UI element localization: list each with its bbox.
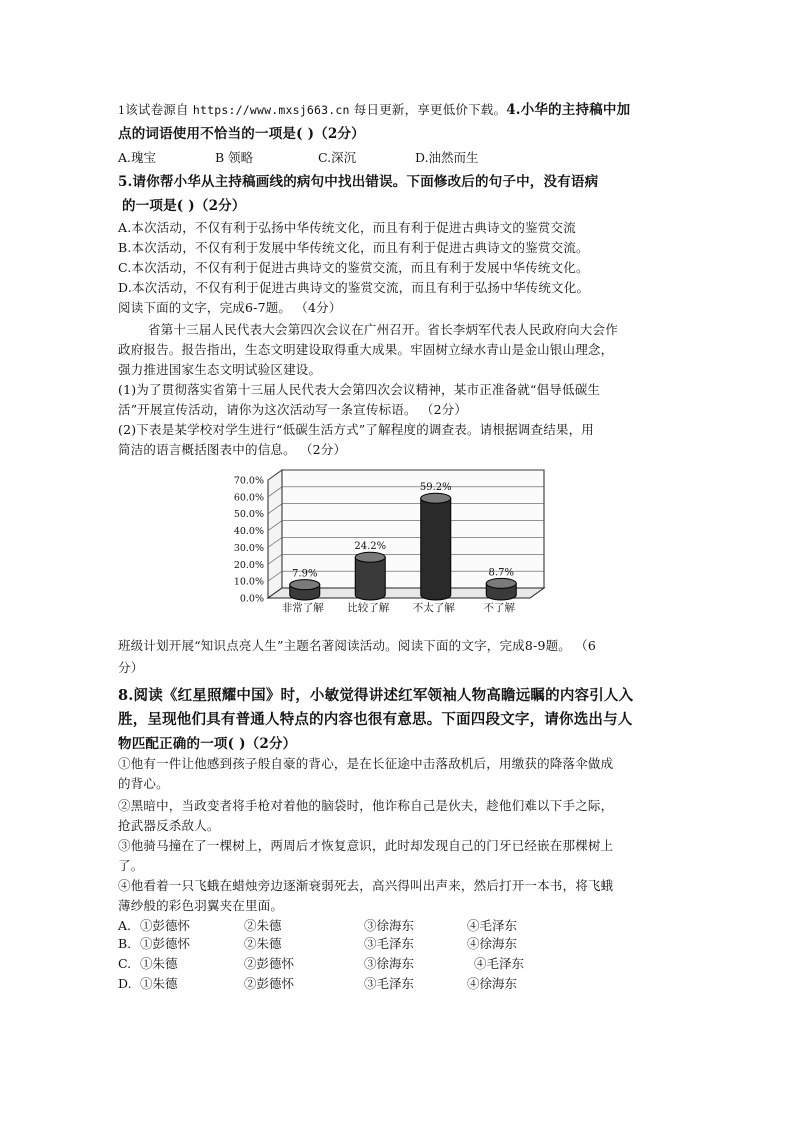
source-suffix: 每日更新，享更低价下载。 xyxy=(349,102,507,117)
q8-option-d-c1: ①朱德 xyxy=(140,976,178,991)
chart-data-label: 8.7% xyxy=(488,567,514,579)
chart-data-label: 24.2% xyxy=(354,541,387,553)
q8-option-c-c2: ②彭德怀 xyxy=(244,956,295,971)
q6-line-2: 活”开展宣传活动，请你为这次活动写一条宣传标语。 （2分） xyxy=(118,402,468,417)
reading-8-9-intro-end: 分） xyxy=(118,660,144,675)
q8-option-c-letter: C. xyxy=(118,956,132,971)
q5-stem-end: 的一项是( )（2分） xyxy=(122,198,246,214)
q8-option-a-c4: ④毛泽东 xyxy=(467,918,518,933)
chart-bar-top xyxy=(421,493,451,503)
q7-line-1: (2)下表是某学校对学生进行“低碳生活方式”了解程度的调查表。请根据调查结果，用 xyxy=(118,422,594,437)
q8-option-a-c3: ③徐海东 xyxy=(364,918,415,933)
chart-y-tick-label: 40.0% xyxy=(233,526,264,538)
q5-option-c: C.本次活动，不仅有利于促进古典诗文的鉴赏交流，而且有利于发展中华传统文化。 xyxy=(118,260,589,275)
q5-option-b: B.本次活动，不仅有利于发展中华传统文化，而且有利于促进古典诗文的鉴赏交流。 xyxy=(118,240,589,255)
q8-stem-line-1: 8.阅读《红星照耀中国》时，小敏觉得讲述红军领袖人物高瞻远瞩的内容引人入 xyxy=(118,687,634,704)
q8-option-b-c1: ①彭德怀 xyxy=(140,936,191,951)
passage-line-3: 强力推进国家生态文明试验区建设。 xyxy=(118,362,322,377)
chart-y-tick-label: 20.0% xyxy=(233,559,264,571)
q4-first-line xyxy=(118,101,630,120)
q8-option-d-c3: ③毛泽东 xyxy=(364,976,415,991)
survey-bar-chart xyxy=(222,460,562,620)
q8-option-b-c2: ②朱德 xyxy=(244,936,282,951)
q8-item-2-line-1: ②黑暗中，当政变者将手枪对着他的脑袋时，他诈称自己是伙夫，趁他们难以下手之际， xyxy=(118,798,614,813)
q8-item-4-line-1: ④他看着一只飞蛾在蜡烛旁边逐渐衰弱死去，高兴得叫出声来，然后打开一本书，将飞蛾 xyxy=(118,878,614,893)
q6-line-1: (1)为了贯彻落实省第十三届人民代表大会第四次会议精神，某市正准备就“倡导低碳生 xyxy=(118,382,601,397)
q8-item-3-line-1: ③他骑马撞在了一棵树上，两周后才恢复意识，此时却发现自己的门牙已经嵌在那棵树上 xyxy=(118,838,614,853)
q8-item-3-line-2: 了。 xyxy=(118,858,144,873)
chart-y-tick-label: 10.0% xyxy=(233,576,264,588)
q7-line-2: 简洁的语言概括图表中的信息。 （2分） xyxy=(118,442,347,457)
chart-x-tick-label: 非常了解 xyxy=(281,602,324,614)
q8-item-1-line-1: ①他有一件让他感到孩子般自豪的背心，是在长征途中击落敌机后，用缴获的降落伞做成 xyxy=(118,756,614,771)
q5-option-d: D.本次活动，不仅有利于促进古典诗文的鉴赏交流，而且有利于弘扬中华传统文化。 xyxy=(118,280,590,295)
chart-side-wall xyxy=(268,470,282,598)
chart-bar-top xyxy=(290,580,320,590)
q8-option-b-c4: ④徐海东 xyxy=(467,936,518,951)
passage-line-1: 省第十三届人民代表大会第四次会议在广州召开。省长李炳军代表人民政府向大会作 xyxy=(148,322,618,337)
chart-bar-top xyxy=(355,552,385,562)
q4-stem-end: 点的词语使用不恰当的一项是( )（2分） xyxy=(118,126,365,142)
q8-option-c-c1: ①朱德 xyxy=(140,956,178,971)
chart-y-tick-label: 60.0% xyxy=(233,492,264,504)
q8-stem-line-3: 物匹配正确的一项( )（2分） xyxy=(118,736,297,752)
q8-option-d-letter: D. xyxy=(118,976,132,991)
passage-line-2: 政府报告。报告指出，生态文明建设取得重大成果。牢固树立绿水青山是金山银山理念， xyxy=(118,342,614,357)
q8-option-a-c1: ①彭德怀 xyxy=(140,918,191,933)
chart-bar-top xyxy=(486,578,516,588)
footnote-marker: 1 xyxy=(118,104,126,117)
source-url[interactable]: https://www.mxsj663.cn xyxy=(192,103,350,117)
chart-x-tick-label: 不太了解 xyxy=(412,602,455,614)
q4-stem-start: 4.小华的主持稿中加 xyxy=(506,102,631,118)
q4-option-a: A.瑰宝 xyxy=(118,150,157,165)
chart-bar xyxy=(355,557,385,600)
chart-x-tick-label: 不了解 xyxy=(483,602,515,614)
chart-bar xyxy=(421,498,451,600)
q8-option-b-letter: B. xyxy=(118,936,132,951)
chart-data-label: 7.9% xyxy=(292,568,318,580)
chart-y-tick-label: 0.0% xyxy=(239,593,264,605)
q8-option-d-c4: ④徐海东 xyxy=(467,976,518,991)
q8-option-d-c2: ②彭德怀 xyxy=(244,976,295,991)
q5-stem: 5.请你帮小华从主持稿画线的病句中找出错误。下面修改后的句子中，没有语病 xyxy=(118,174,599,190)
reading-8-9-intro: 班级计划开展“知识点亮人生”主题名著阅读活动。阅读下面的文字，完成8-9题。 （6 xyxy=(118,638,597,653)
chart-y-tick-label: 70.0% xyxy=(233,475,264,487)
q8-option-a-c2: ②朱德 xyxy=(244,918,282,933)
q8-option-c-c3: ③徐海东 xyxy=(364,956,415,971)
q8-option-c-c4: ④毛泽东 xyxy=(474,956,525,971)
chart-x-tick-label: 比较了解 xyxy=(347,602,390,614)
q8-option-a-letter: A. xyxy=(118,918,132,933)
q8-item-2-line-2: 抢武器反杀敌人。 xyxy=(118,818,220,833)
q4-option-d: D.油然而生 xyxy=(415,150,479,165)
q4-option-b: B 领略 xyxy=(215,150,254,165)
q8-option-b-c3: ③毛泽东 xyxy=(364,936,415,951)
chart-y-tick-label: 50.0% xyxy=(233,509,264,521)
q8-item-4-line-2: 薄纱般的彩色羽翼夹在里面。 xyxy=(118,898,284,913)
q4-option-c: C.深沉 xyxy=(318,150,357,165)
chart-y-tick-label: 30.0% xyxy=(233,542,264,554)
q8-item-1-line-2: 的背心。 xyxy=(118,776,169,791)
chart-data-label: 59.2% xyxy=(419,482,452,494)
source-text: 该试卷源自 xyxy=(125,102,193,117)
q8-stem-line-2: 胜，呈现他们具有普通人特点的内容也很有意思。下面四段文字，请你选出与人 xyxy=(118,711,633,728)
q5-option-a: A.本次活动，不仅有利于弘扬中华传统文化，而且有利于促进古典诗文的鉴赏交流 xyxy=(118,220,576,235)
reading-6-7-intro: 阅读下面的文字，完成6-7题。 （4分） xyxy=(118,300,342,315)
